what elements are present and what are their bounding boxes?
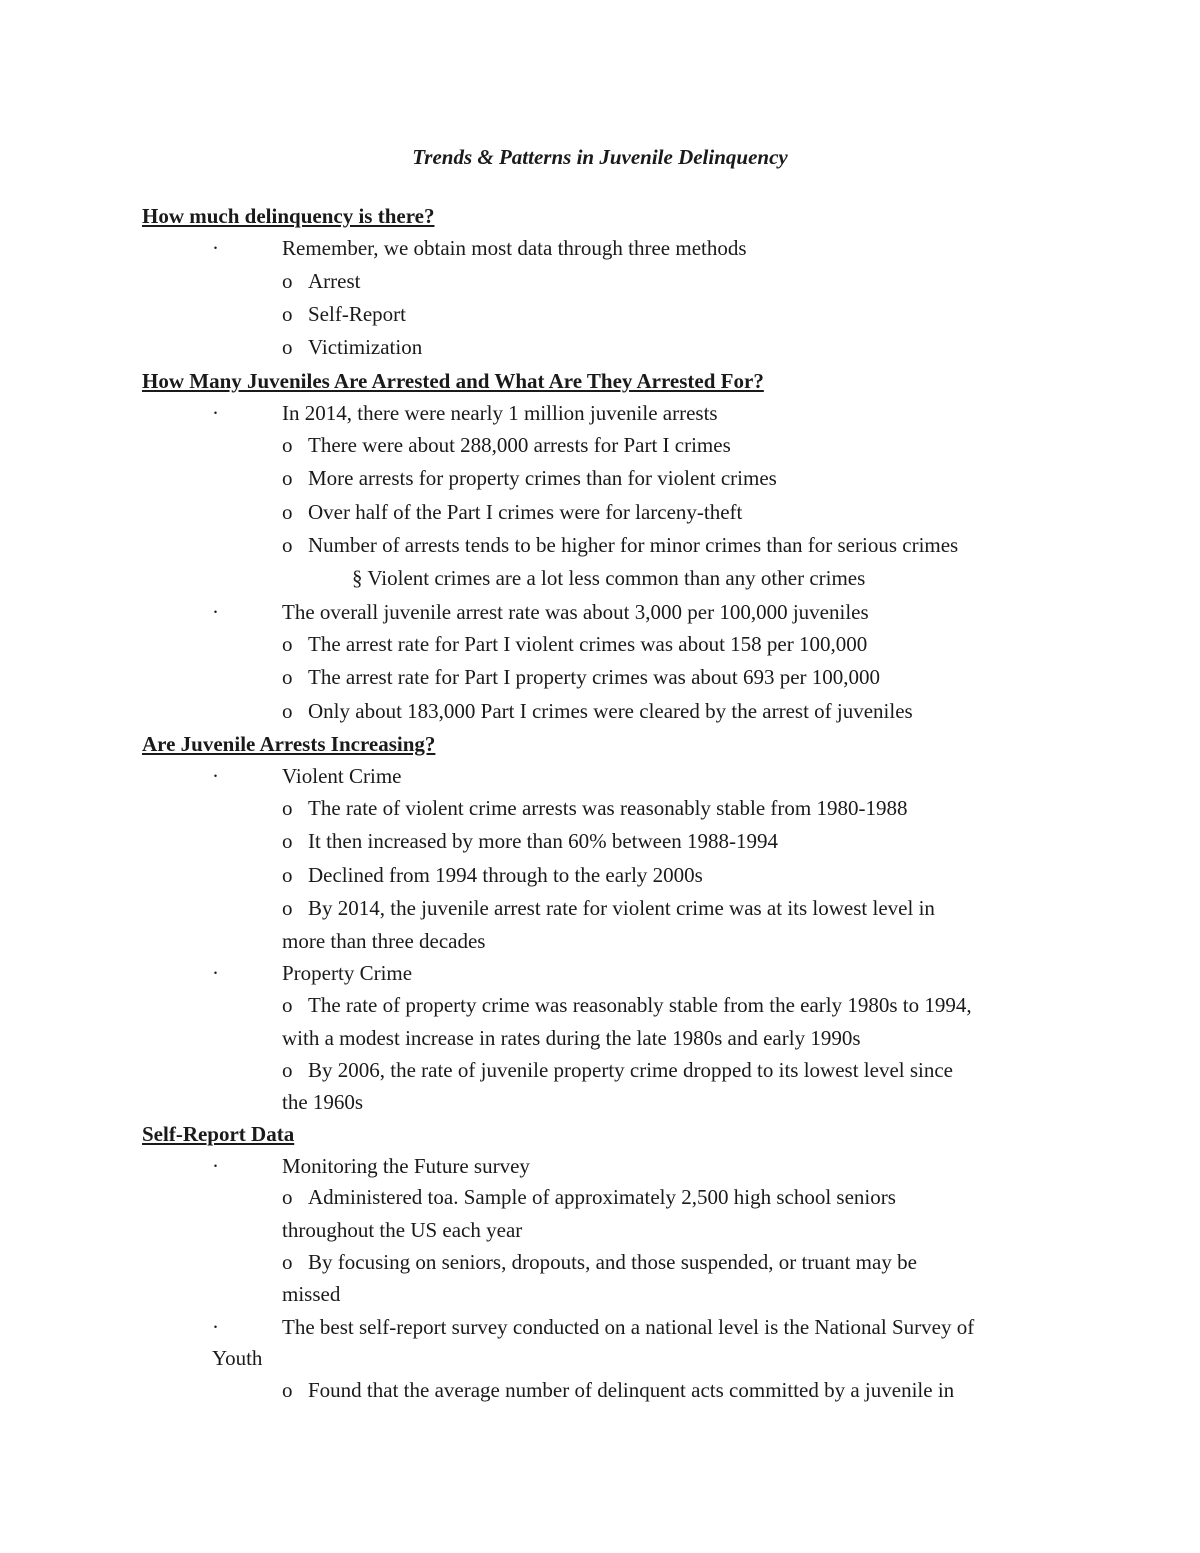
sub-bullet-text: Declined from 1994 through to the early 2000s [308,863,703,887]
section-heading: How much delinquency is there? [142,204,435,228]
bullet-text: Violent Crime [282,764,402,788]
section-heading: Self-Report Data [142,1122,295,1146]
sub-marker: o [282,863,293,887]
sub-bullet [282,1056,953,1084]
bullet-marker: · [212,764,219,788]
sub-marker: o [282,1058,293,1082]
bullet-marker: · [212,961,219,985]
sub-bullet [282,333,422,361]
sub-marker: o [282,1250,293,1274]
sub-bullet-text: Self-Report [308,302,406,326]
sub-marker: o [282,1185,293,1209]
bullet-text: Monitoring the Future survey [282,1154,530,1178]
sub-bullet-text: Only about 183,000 Part I crimes were cleared by the arrest of juveniles [308,699,913,723]
sub-bullet [282,1183,896,1211]
subsub-bullet [352,564,865,592]
continuation-text: more than three decades [282,929,486,953]
sub-bullet-text: Found that the average number of delinquent acts committed by a juvenile in [308,1378,955,1402]
continuation-text: missed [282,1282,341,1306]
sub-bullet-text: It then increased by more than 60% between 1988-1994 [308,829,779,853]
bullet-marker: · [212,1154,219,1178]
continuation-text: the 1960s [282,1090,364,1114]
sub-marker: o [282,993,293,1017]
sub-bullet-text: There were about 288,000 arrests for Part I crimes [308,433,731,457]
sub-bullet [282,1376,954,1404]
sub-bullet-text: The rate of violent crime arrests was reasonably stable from 1980-1988 [308,796,908,820]
sub-bullet-text: The rate of property crime was reasonably stable from the early 1980s to 1994, [308,993,972,1017]
sub-marker: o [282,335,293,359]
sub-bullet-text: The arrest rate for Part I violent crimes was about 158 per 100,000 [308,632,868,656]
bullet-marker: · [212,1315,219,1339]
sub-bullet-text: Administered toa. Sample of approximately 2,500 high school seniors [308,1185,896,1209]
sub-bullet [282,630,867,658]
sub-bullet-text: Arrest [308,269,361,293]
section-sign-marker: § [352,566,363,590]
sub-bullet-text: By 2006, the rate of juvenile property crime dropped to its lowest level since [308,1058,953,1082]
sub-bullet-text: Number of arrests tends to be higher for minor crimes than for serious crimes [308,533,959,557]
section-heading: Are Juvenile Arrests Increasing? [142,732,436,756]
sub-bullet [282,498,742,526]
sub-marker: o [282,466,293,490]
sub-marker: o [282,269,293,293]
bullet-text: The best self-report survey conducted on a national level is the National Survey of [282,1315,975,1339]
sub-marker: o [282,632,293,656]
bullet-marker: · [212,600,219,624]
bullet-text: Property Crime [282,961,413,985]
sub-bullet-text: Over half of the Part I crimes were for larceny-theft [308,500,743,524]
sub-bullet [282,697,913,725]
sub-bullet [282,531,958,559]
sub-bullet [282,1248,917,1276]
sub-bullet [282,894,935,922]
sub-bullet [282,794,907,822]
continuation-text: Youth [212,1346,263,1370]
continuation-text: throughout the US each year [282,1218,523,1242]
sub-bullet-text: More arrests for property crimes than for violent crimes [308,466,777,490]
bullet-marker: · [212,401,219,425]
continuation-text: with a modest increase in rates during the late 1980s and early 1990s [282,1026,861,1050]
bullet-text: Remember, we obtain most data through three methods [282,236,747,260]
sub-marker: o [282,302,293,326]
sub-bullet [282,861,703,889]
sub-marker: o [282,699,293,723]
section-heading: How Many Juveniles Are Arrested and What Are They Arrested For? [142,369,764,393]
sub-bullet-text: By focusing on seniors, dropouts, and those suspended, or truant may be [308,1250,917,1274]
sub-marker: o [282,1378,293,1402]
sub-marker: o [282,796,293,820]
sub-bullet [282,991,972,1019]
subsub-bullet-text: Violent crimes are a lot less common than any other crimes [367,566,866,590]
sub-marker: o [282,896,293,920]
sub-marker: o [282,665,293,689]
sub-bullet [282,431,731,459]
sub-marker: o [282,829,293,853]
bullet-text: The overall juvenile arrest rate was about 3,000 per 100,000 juveniles [282,600,869,624]
bullet-text: In 2014, there were nearly 1 million juvenile arrests [282,401,718,425]
document-title: Trends & Patterns in Juvenile Delinquency [412,145,788,169]
sub-bullet-text: By 2014, the juvenile arrest rate for violent crime was at its lowest level in [308,896,935,920]
sub-bullet [282,300,406,328]
sub-bullet-text: The arrest rate for Part I property crimes was about 693 per 100,000 [308,665,881,689]
sub-marker: o [282,533,293,557]
sub-marker: o [282,500,293,524]
bullet-marker: · [212,236,219,260]
sub-bullet-text: Victimization [308,335,423,359]
sub-bullet [282,267,360,295]
sub-marker: o [282,433,293,457]
sub-bullet [282,827,778,855]
sub-bullet [282,663,880,691]
sub-bullet [282,464,777,492]
